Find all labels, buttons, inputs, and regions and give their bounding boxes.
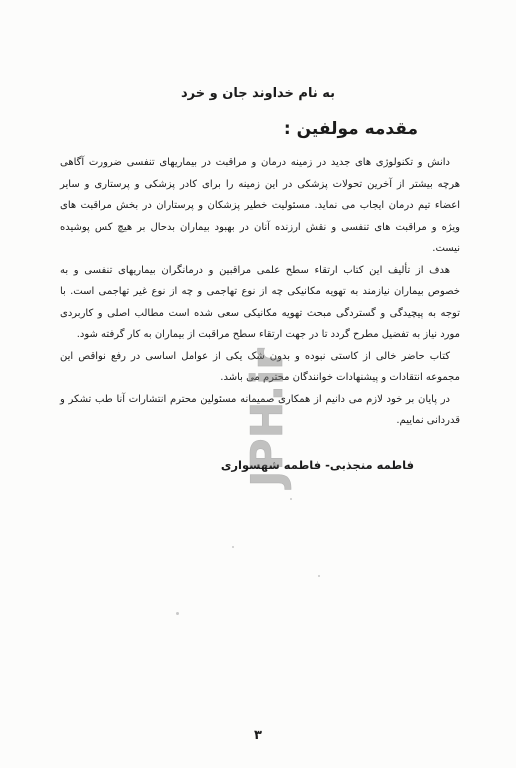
print-speck: [318, 575, 320, 577]
paragraph-2: هدف از تألیف این کتاب ارتقاء سطح علمی مراقبین و درمانگران بیماریهای تنفسی و به خصوص بیماران نیازمند به تهویه مکانیکی چه از نوع تهاجمی و چه از نوع غیر تهاجمی است. با توجه به پیچیدگی و گستردگی مبحث تهویه مکانیکی سعی شده است مطالب اصلی و کاربردی مورد نیاز به تفضیل مطرح گردد تا در جهت ارتقاء سطح مراقبت از بیماران به کار گرفته شود.: [60, 264, 460, 340]
print-speck: [232, 546, 234, 548]
invocation-line: به نام خداوند جان و خرد: [180, 86, 336, 101]
authors-signature: فاطمه منجذبی- فاطمه شهسواری: [220, 458, 414, 472]
paragraph-1: دانش و تکنولوژی های جدید در زمینه درمان و مراقبت در بیماریهای تنفسی ضرورت آگاهی هرچه بیشتر از آخرین تحولات پزشکی در این زمینه را برای کادر پزشکی و پرستاری و سایر اعضاء تیم درمان ایجاب می نماید. مسئولیت خطیر پزشکان و پرستاران در بخش مراقبت های ویژه و مراقبت های تنفسی و نقش ارزنده آنان در بهبود بیماران بدحال بر هیچ کس پوشیده نیست.: [60, 157, 460, 254]
paragraph-3: کتاب حاضر خالی از کاستی نبوده و بدون شک یکی از عوامل اساسی در رفع نواقص این مجموعه انتقادات و پیشنهادات خوانندگان محترم می باشد.: [60, 350, 460, 383]
page-number: ۳: [254, 728, 262, 743]
preface-heading: مقدمه مولفین :: [283, 119, 418, 139]
paragraph-4: در پایان بر خود لازم می دانیم از همکاری صمیمانه مسئولین محترم انتشارات آنا طب تشکر و قدردانی نماییم.: [60, 393, 460, 426]
print-speck: [176, 612, 179, 615]
watermark-text: JPH.ir: [242, 348, 293, 487]
publisher-watermark: [224, 337, 304, 497]
print-speck: [290, 498, 292, 500]
